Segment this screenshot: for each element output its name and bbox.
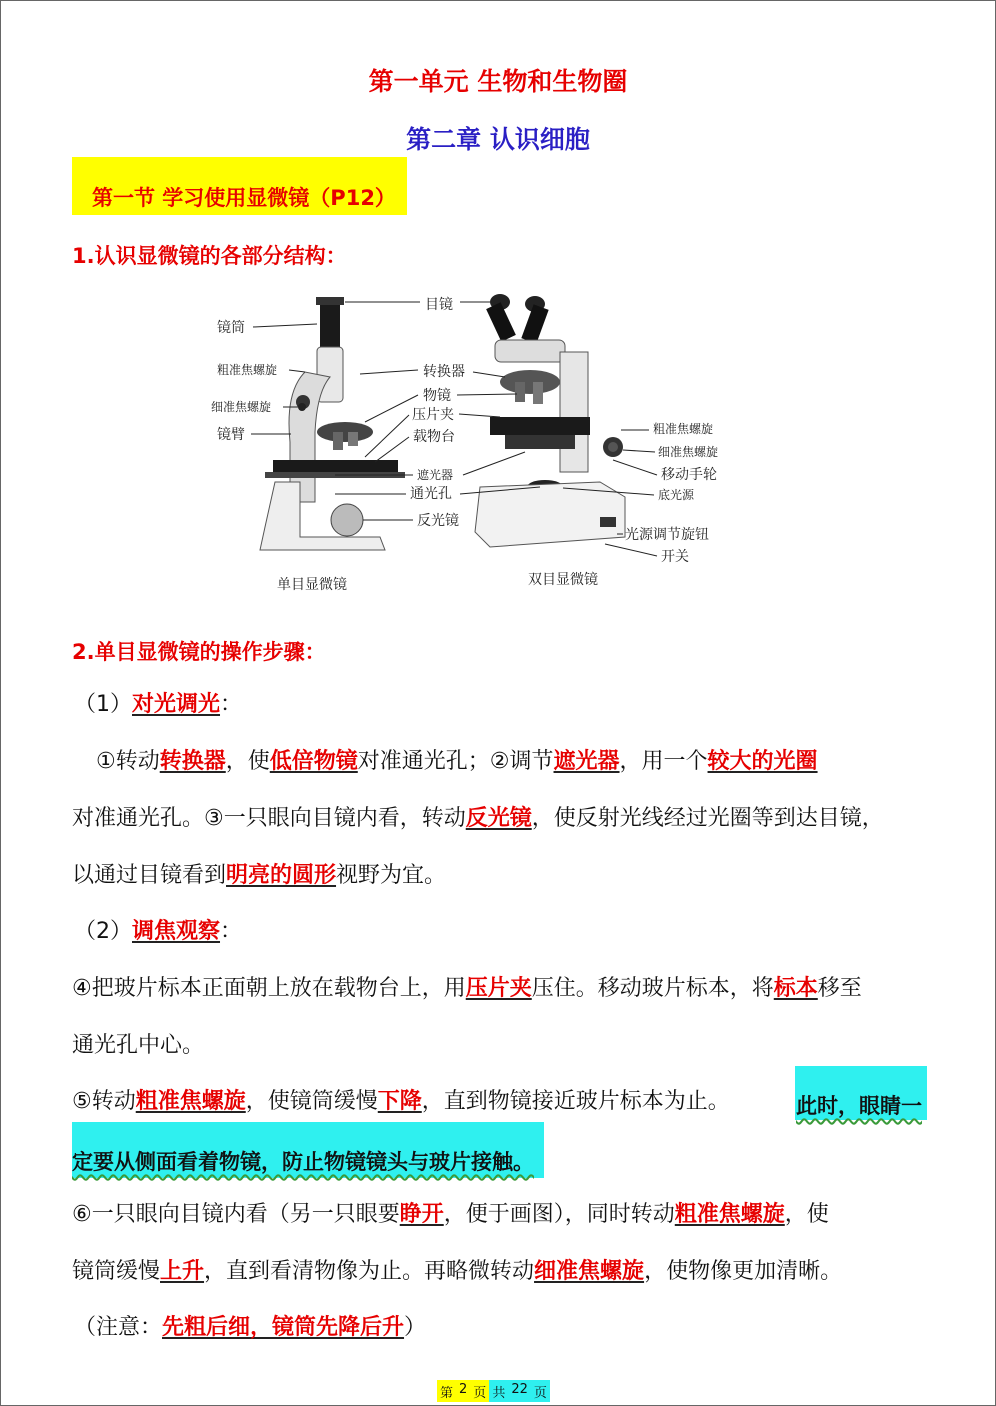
para1-line3 xyxy=(72,861,927,891)
step2-prefix: （2） xyxy=(74,919,132,944)
text: 移至 xyxy=(817,976,862,1001)
page-footer xyxy=(437,1380,550,1402)
chapter-title: 第二章 认识细胞 xyxy=(406,125,590,154)
step1-heading xyxy=(74,690,929,720)
footer-page-number: 2 xyxy=(456,1380,470,1402)
label-objective: 物镜 xyxy=(423,388,451,404)
keyword: 反光镜 xyxy=(465,806,532,831)
footer-page-suffix: 页 xyxy=(470,1380,489,1402)
text: （注意： xyxy=(74,1315,163,1340)
keyword: 粗准焦螺旋 xyxy=(674,1202,785,1227)
text: 以通过目镜看到 xyxy=(72,863,227,888)
label-base-light: 底光源 xyxy=(658,488,695,502)
label-arm: 镜臂 xyxy=(217,427,245,443)
text: 视野为宜。 xyxy=(336,863,447,888)
section-title: 第一节 学习使用显微镜（P12） xyxy=(92,186,396,210)
label-tube: 镜筒 xyxy=(217,320,245,336)
text: 压住。移动玻片标本，将 xyxy=(531,976,774,1001)
text: 镜筒缓慢 xyxy=(72,1259,161,1284)
heading-steps: 2.单目显微镜的操作步骤： xyxy=(72,640,326,664)
warning-text-2: 定要从侧面看着物镜，防止物镜镜头与玻片接触。 xyxy=(72,1150,534,1174)
keyword: 睁开 xyxy=(399,1202,444,1227)
step1-title: 对光调光 xyxy=(132,692,221,717)
text: ） xyxy=(404,1315,427,1340)
footer-total-label: 共 xyxy=(489,1380,508,1402)
unit-title: 第一单元 生物和生物圈 xyxy=(368,67,628,96)
text: ，使物像更加清晰。 xyxy=(644,1259,843,1284)
footer-page-label: 第 xyxy=(437,1380,456,1402)
label-stage: 载物台 xyxy=(413,429,455,445)
text: ①转动 xyxy=(96,749,160,774)
keyword: 遮光器 xyxy=(553,749,620,774)
warning-text-1: 此时，眼睛一 xyxy=(796,1094,922,1118)
keyword: 上升 xyxy=(160,1259,205,1284)
step2-heading xyxy=(74,917,929,947)
label-diaphragm: 遮光器 xyxy=(417,468,454,482)
keyword: 低倍物镜 xyxy=(269,749,358,774)
text: 对准通光孔。③一只眼向目镜内看，转动 xyxy=(72,806,466,831)
text: ，直到看清物像为止。再略微转动 xyxy=(204,1259,535,1284)
step2-suffix: ： xyxy=(220,919,243,944)
text: ，使 xyxy=(225,749,270,774)
para6-line1 xyxy=(72,1200,927,1230)
monocular-microscope-drawing xyxy=(260,297,405,550)
binocular-microscope-drawing xyxy=(475,294,625,547)
label-fine-adjust-mono: 细准焦螺旋 xyxy=(211,400,272,414)
label-switch: 开关 xyxy=(661,549,689,565)
label-aperture: 通光孔 xyxy=(410,486,452,502)
step1-suffix: ： xyxy=(220,692,243,717)
text: ⑥一只眼向目镜内看（另一只眼要 xyxy=(72,1202,400,1227)
text: ，使镜筒缓慢 xyxy=(245,1089,378,1114)
text: 通光孔中心。 xyxy=(72,1033,205,1058)
keyword: 先粗后细，镜筒先降后升 xyxy=(162,1315,405,1340)
label-eyepiece: 目镜 xyxy=(425,297,453,313)
label-coarse-adjust-bino: 粗准焦螺旋 xyxy=(653,422,714,436)
caption-binocular: 双目显微镜 xyxy=(528,572,598,588)
para1-line1 xyxy=(96,747,951,777)
keyword: 压片夹 xyxy=(465,976,532,1001)
label-mechanical-stage-knob: 移动手轮 xyxy=(661,467,717,483)
footer-total-number: 22 xyxy=(508,1380,531,1402)
keyword: 细准焦螺旋 xyxy=(534,1259,645,1284)
text: 对准通光孔；②调节 xyxy=(357,749,554,774)
label-coarse-adjust-mono: 粗准焦螺旋 xyxy=(217,363,278,377)
text: ，直到物镜接近玻片标本为止。 xyxy=(421,1089,730,1114)
text: ④把玻片标本正面朝上放在载物台上，用 xyxy=(72,976,466,1001)
label-nosepiece: 转换器 xyxy=(423,364,465,380)
label-light-knob: 光源调节旋钮 xyxy=(625,527,709,543)
para6-line3 xyxy=(74,1313,929,1343)
text: ⑤转动 xyxy=(72,1089,136,1114)
step2-title: 调焦观察 xyxy=(132,919,221,944)
keyword: 标本 xyxy=(773,976,818,1001)
step1-prefix: （1） xyxy=(74,692,132,717)
para1-line2 xyxy=(72,804,927,834)
caption-monocular: 单目显微镜 xyxy=(277,577,347,593)
text: ，使 xyxy=(784,1202,829,1227)
label-mirror: 反光镜 xyxy=(417,513,459,529)
keyword: 粗准焦螺旋 xyxy=(135,1089,246,1114)
keyword: 下降 xyxy=(377,1089,422,1114)
label-stage-clip: 压片夹 xyxy=(412,407,454,423)
heading-structure: 1.认识显微镜的各部分结构： xyxy=(72,244,347,268)
keyword: 转换器 xyxy=(159,749,226,774)
microscope-figure xyxy=(205,282,735,602)
text: ，用一个 xyxy=(619,749,708,774)
para6-line2 xyxy=(72,1257,927,1287)
keyword: 明亮的圆形 xyxy=(226,863,337,888)
para4-line2 xyxy=(72,1031,927,1061)
footer-total-suffix: 页 xyxy=(531,1380,550,1402)
para4-line1 xyxy=(72,974,927,1004)
text: ，使反射光线经过光圈等到达目镜， xyxy=(531,806,884,831)
text: ，便于画图），同时转动 xyxy=(443,1202,675,1227)
label-fine-adjust-bino: 细准焦螺旋 xyxy=(658,445,719,459)
keyword: 较大的光圈 xyxy=(707,749,818,774)
